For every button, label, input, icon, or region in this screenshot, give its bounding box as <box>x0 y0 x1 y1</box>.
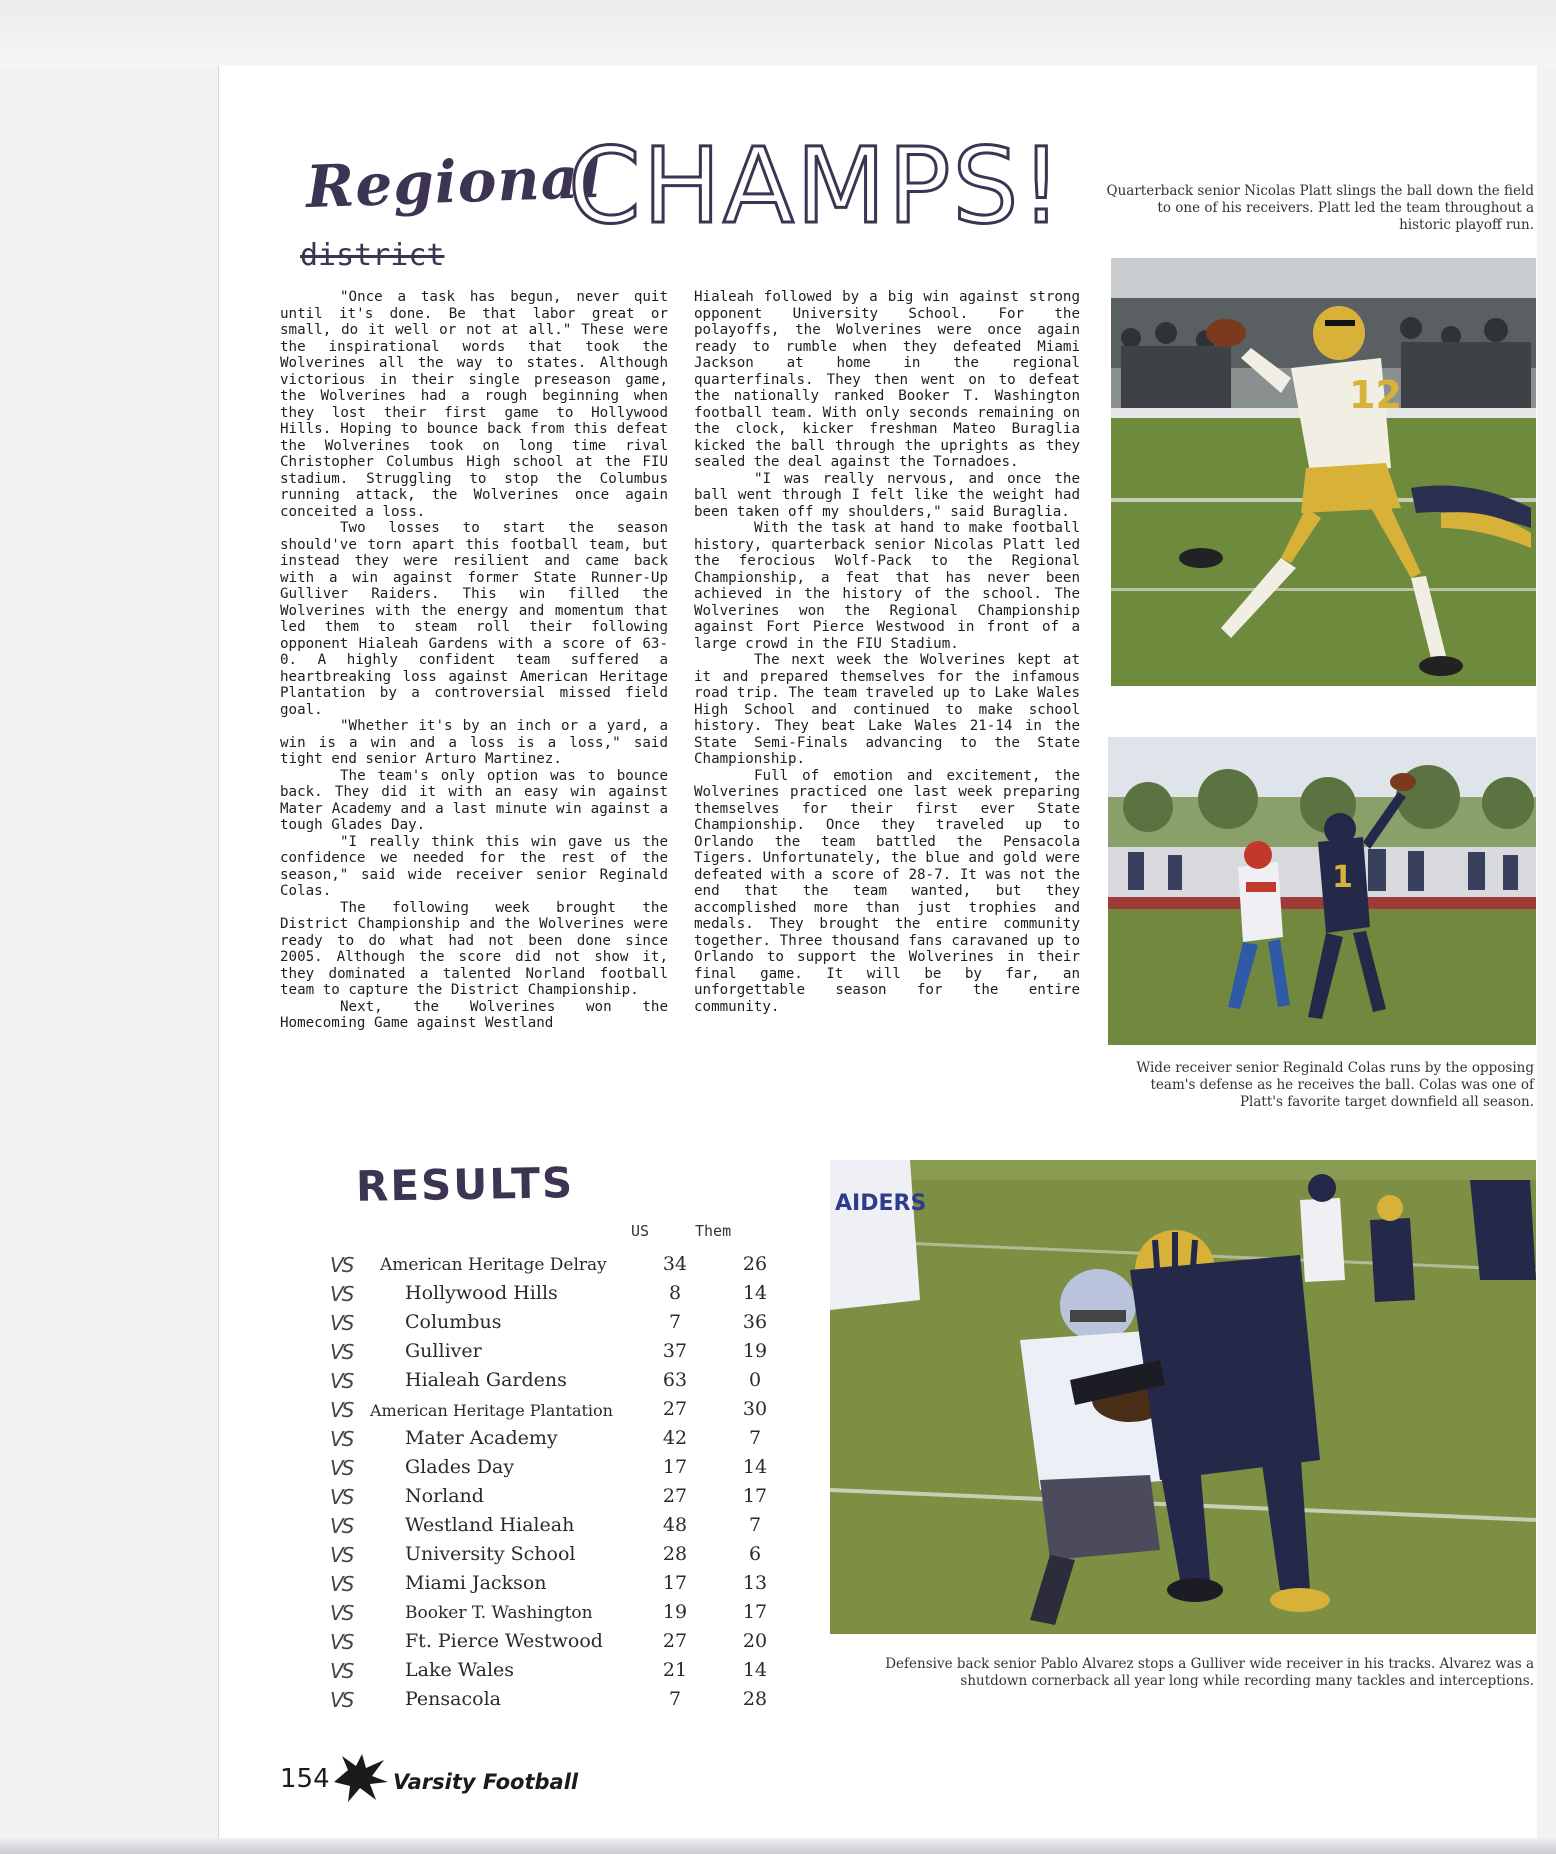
opponent-name: Pensacola <box>405 1688 501 1710</box>
results-row <box>330 1514 780 1543</box>
us-score: 27 <box>662 1485 688 1507</box>
results-row <box>330 1427 780 1456</box>
opponent-name: Hialeah Gardens <box>405 1369 567 1391</box>
results-row <box>330 1543 780 1572</box>
results-row <box>330 1659 780 1688</box>
story-paragraph: "I really think this win gave us the confidence we needed for the rest of the season," said wide receiver senior Reginald Colas. <box>280 833 668 899</box>
us-score: 48 <box>662 1514 688 1536</box>
them-score: 36 <box>742 1311 768 1333</box>
vs-label: VS <box>330 1398 353 1422</box>
results-row <box>330 1572 780 1601</box>
them-score: 14 <box>742 1282 768 1304</box>
them-score: 26 <box>742 1253 768 1275</box>
opponent-name: Ft. Pierce Westwood <box>405 1630 603 1652</box>
photo-caption-defensive-back: Defensive back senior Pablo Alvarez stops a Gulliver wide receiver in his tracks. Alvarez was a shutdown cornerback all year long while recording many tackles and interceptions. <box>885 1656 1534 1689</box>
tackle-photo <box>830 1160 1536 1634</box>
them-score: 0 <box>748 1369 762 1391</box>
receiver-photo <box>1108 737 1536 1045</box>
us-score: 17 <box>662 1572 688 1594</box>
vs-label: VS <box>330 1340 353 1364</box>
photo-caption-receiver: Wide receiver senior Reginald Colas runs by the opposing team's defense as he receives the ball. Colas was one of Platt's favorite target downfield all season. <box>1136 1060 1534 1110</box>
story-paragraph: "Once a task has begun, never quit until it's done. Be that labor great or small, do it well or not at all." These were the inspirational words that took the Wolverines all the way to states. Although victorious in their single preseason game, the Wolverines had a rough beginning when they lost their first game to Hollywood Hills. Hoping to bounce back from this defeat the Wolverines took on long time rival Christopher Columbus High school at the FIU stadium. Struggling to stop the Columbus running attack, the Wolverines once again conceited a loss. <box>280 289 668 520</box>
opponent-name: American Heritage Delray <box>380 1255 607 1275</box>
results-them-header: Them <box>695 1222 732 1240</box>
results-row <box>330 1398 780 1427</box>
jersey-number: 12 <box>1349 373 1402 417</box>
results-row <box>330 1456 780 1485</box>
them-score: 17 <box>742 1485 768 1507</box>
quarterback-photo <box>1111 258 1536 686</box>
opponent-name: Norland <box>405 1485 484 1507</box>
vs-label: VS <box>330 1369 353 1393</box>
section-title: Varsity Football <box>393 1770 579 1794</box>
us-score: 28 <box>662 1543 688 1565</box>
opponent-name: University School <box>405 1543 576 1565</box>
us-score: 7 <box>668 1688 682 1710</box>
jersey-banner: AIDERS <box>835 1191 927 1216</box>
results-row <box>330 1369 780 1398</box>
vs-label: VS <box>330 1659 353 1683</box>
results-us-header: US <box>631 1222 650 1240</box>
results-row <box>330 1485 780 1514</box>
story-paragraph: "Whether it's by an inch or a yard, a win is a win and a loss is a loss," said tight end senior Arturo Martinez. <box>280 718 668 767</box>
story-column-1 <box>280 289 668 1032</box>
results-row <box>330 1601 780 1630</box>
us-score: 27 <box>662 1398 688 1420</box>
them-score: 14 <box>742 1456 768 1478</box>
vs-label: VS <box>330 1282 353 1306</box>
vs-label: VS <box>330 1253 353 1277</box>
story-paragraph: "I was really nervous, and once the ball went through I felt like the weight had been taken off my shoulders," said Buraglia. <box>694 470 1080 520</box>
us-score: 27 <box>662 1630 688 1652</box>
page-number: 154 <box>280 1764 330 1794</box>
photo-caption-quarterback: Quarterback senior Nicolas Platt slings the ball down the field to one of his receivers. Platt led the team throughout a historic playoff run. <box>1106 183 1534 233</box>
us-score: 34 <box>662 1253 688 1275</box>
us-score: 7 <box>668 1311 682 1333</box>
opponent-name: Westland Hialeah <box>405 1514 575 1536</box>
them-score: 7 <box>748 1514 762 1536</box>
us-score: 19 <box>662 1601 688 1623</box>
results-row <box>330 1688 780 1717</box>
them-score: 28 <box>742 1688 768 1710</box>
vs-label: VS <box>330 1601 353 1625</box>
opponent-name: Booker T. Washington <box>405 1603 593 1623</box>
vs-label: VS <box>330 1688 353 1712</box>
scan-shadow-top <box>0 0 1556 66</box>
scan-shadow-bottom <box>0 1838 1556 1854</box>
them-score: 20 <box>742 1630 768 1652</box>
vs-label: VS <box>330 1514 353 1538</box>
vs-label: VS <box>330 1543 353 1567</box>
story-paragraph: Next, the Wolverines won the Homecoming Game against Westland <box>280 998 668 1031</box>
opponent-name: Hollywood Hills <box>405 1282 558 1304</box>
story-column-2 <box>694 289 1080 1015</box>
results-row <box>330 1630 780 1659</box>
story-paragraph: Hialeah followed by a big win against strong opponent University School. For the polayoffs, the Wolverines were once again ready to rumble when they defeated Miami Jackson at home in the regional quarterfinals. They then went on to defeat the nationally ranked Booker T. Washington football team. With only seconds remaining on the clock, kicker freshman Mateo Buraglia kicked the ball through the uprights as they sealed the deal against the Tornadoes. <box>694 289 1080 470</box>
results-title: RESULTS <box>355 1158 575 1211</box>
results-row <box>330 1282 780 1311</box>
them-score: 17 <box>742 1601 768 1623</box>
them-score: 14 <box>742 1659 768 1681</box>
story-paragraph: The next week the Wolverines kept at it and prepared themselves for the infamous road trip. The team traveled up to Lake Wales High School and continued to make school history. They beat Lake Wales 21-14 in the State Semi-Finals advancing to the State Championship. <box>694 652 1080 767</box>
us-score: 42 <box>662 1427 688 1449</box>
vs-label: VS <box>330 1572 353 1596</box>
them-score: 6 <box>748 1543 762 1565</box>
results-row <box>330 1253 780 1282</box>
vs-label: VS <box>330 1427 353 1451</box>
us-score: 63 <box>662 1369 688 1391</box>
vs-label: VS <box>330 1630 353 1654</box>
opponent-name: Miami Jackson <box>405 1572 547 1594</box>
them-score: 30 <box>742 1398 768 1420</box>
results-row <box>330 1340 780 1369</box>
headline-title: CHAMPS! <box>568 125 1065 247</box>
story-paragraph: The following week brought the District Championship and the Wolverines were ready to do what had not been done since 2005. Although the score did not show it, they dominated a talented Norland football team to capture the District Championship. <box>280 899 668 998</box>
vs-label: VS <box>330 1456 353 1480</box>
opponent-name: Gulliver <box>405 1340 482 1362</box>
headline-kicker: Regional <box>304 142 604 222</box>
story-paragraph: Two losses to start the season should've torn apart this football team, but instead they were resilient and came back with a win against former State Runner-Up Gulliver Raiders. This win filled the Wolverines with the energy and momentum that led them to steam roll their following opponent Hialeah Gardens with a score of 63-0. A highly confident team suffered a heartbreaking loss against American Heritage Plantation by a controversial missed field goal. <box>280 520 668 718</box>
opponent-name: Columbus <box>405 1311 502 1333</box>
them-score: 13 <box>742 1572 768 1594</box>
us-score: 37 <box>662 1340 688 1362</box>
them-score: 7 <box>748 1427 762 1449</box>
opponent-name: Glades Day <box>405 1456 515 1478</box>
opponent-name: American Heritage Plantation <box>370 1401 613 1420</box>
us-score: 17 <box>662 1456 688 1478</box>
us-score: 8 <box>668 1282 682 1304</box>
them-score: 19 <box>742 1340 768 1362</box>
opponent-name: Mater Academy <box>405 1427 558 1449</box>
vs-label: VS <box>330 1311 353 1335</box>
jersey-number: 1 <box>1332 860 1353 895</box>
headline-struck-word: district <box>300 238 445 273</box>
story-paragraph: Full of emotion and excitement, the Wolverines practiced one last week preparing themselves for their first ever State Championship. Once they traveled up to Orlando the team battled the Pensacola Tigers. Unfortunately, the blue and gold were defeated with a score of 28-7. It was not the end that the team wanted, but they accomplished more than just trophies and medals. They brought the entire community together. Three thousand fans caravaned up to Orlando to support the Wolverines in their final game. It will be by far, an unforgettable season for the entire community. <box>694 767 1080 1015</box>
story-paragraph: With the task at hand to make football history, quarterback senior Nicolas Platt led the ferocious Wolf-Pack to the Regional Championship, a feat that has never been achieved in the history of the school. The Wolverines won the Regional Championship against Fort Pierce Westwood in front of a large crowd in the FIU Stadium. <box>694 520 1080 652</box>
opponent-name: Lake Wales <box>405 1659 515 1681</box>
us-score: 21 <box>662 1659 688 1681</box>
results-row <box>330 1311 780 1340</box>
story-paragraph: The team's only option was to bounce back. They did it with an easy win against Mater Academy and a last minute win against a tough Glades Day. <box>280 767 668 833</box>
vs-label: VS <box>330 1485 353 1509</box>
wolverine-splat-icon <box>328 1752 390 1804</box>
